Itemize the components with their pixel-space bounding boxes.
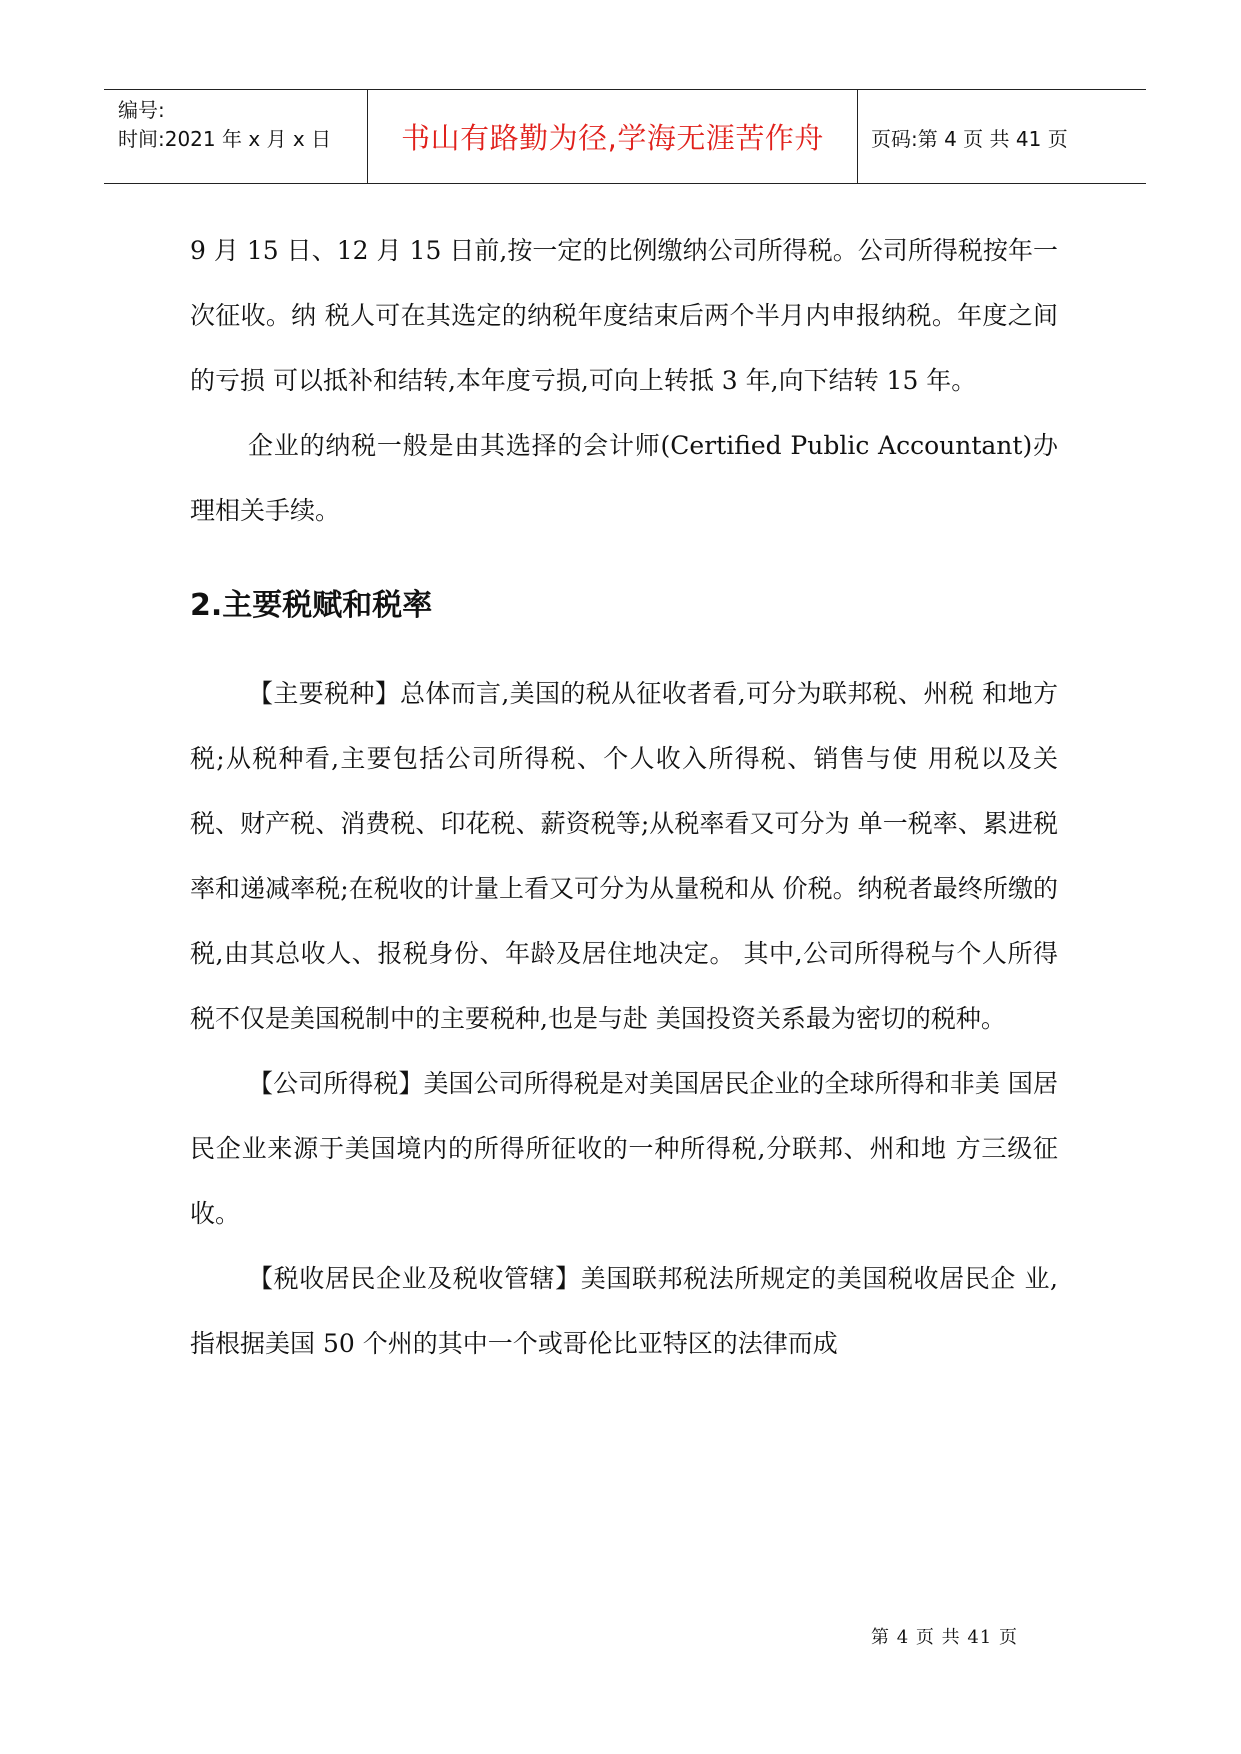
paragraph (190, 661, 1058, 1051)
paragraph-text: 美国公司所得税是对美国居民企业的全球所得和非美 国居民企业来源于美国境内的所得所征收的一种所得税,分联邦、州和地 方三级征收。 (190, 1069, 1058, 1228)
page-footer: 第 4 页 共 41 页 (871, 1627, 1018, 1648)
paragraph-lead: 【税收居民企业及税收管辖】 (248, 1264, 581, 1293)
document-header (104, 89, 1146, 184)
header-time-label: 时间:2021 年 x 月 x 日 (118, 127, 332, 151)
paragraph (190, 1246, 1058, 1376)
header-meta (118, 96, 358, 154)
section-heading: 2.主要税赋和税率 (190, 588, 433, 623)
paragraph: 企业的纳税一般是由其选择的会计师(Certified Public Accountant)办理相关手续。 (190, 431, 1058, 525)
header-page-code: 页码:第 4 页 共 41 页 (871, 127, 1068, 151)
document-body (190, 218, 1058, 1376)
paragraph-text: 总体而言,美国的税从征收者看,可分为联邦税、州税 和地方税;从税种看,主要包括公司所得税、个人收入所得税、销售与使 用税以及关税、财产税、消费税、印花税、薪资税等;从税率看又可分为 单一税率、累进税率和递减率税;在税收的计量上看又可分为从量税和从 价税。纳税者最终所缴的税,由其总收人、报税身份、年龄及居住地决定。 其中,公司所得税与个人所得税不仅是美国税制中的主要税种,也是与赴 美国投资关系最为密切的税种。 (190, 679, 1058, 1033)
paragraph-text: 美国联邦税法所规定的美国税收居民企 业,指根据美国 50 个州的其中一个或哥伦比亚特区的法律而成 (190, 1264, 1058, 1358)
paragraph-lead: 【主要税种】 (248, 679, 401, 708)
header-number-label: 编号: (118, 98, 165, 122)
paragraph-lead: 【公司所得税】 (248, 1069, 424, 1098)
paragraph (190, 1051, 1058, 1246)
header-motto: 书山有路勤为径,学海无涯苦作舟 (401, 121, 824, 155)
paragraph: 9 月 15 日、12 月 15 日前,按一定的比例缴纳公司所得税。公司所得税按年一次征收。纳 税人可在其选定的纳税年度结束后两个半月内申报纳税。年度之间的亏损 可以抵补和结转,本年度亏损,可向上转抵 3 年,向下结转 15 年。 (190, 236, 1058, 395)
header-divider (857, 90, 858, 183)
